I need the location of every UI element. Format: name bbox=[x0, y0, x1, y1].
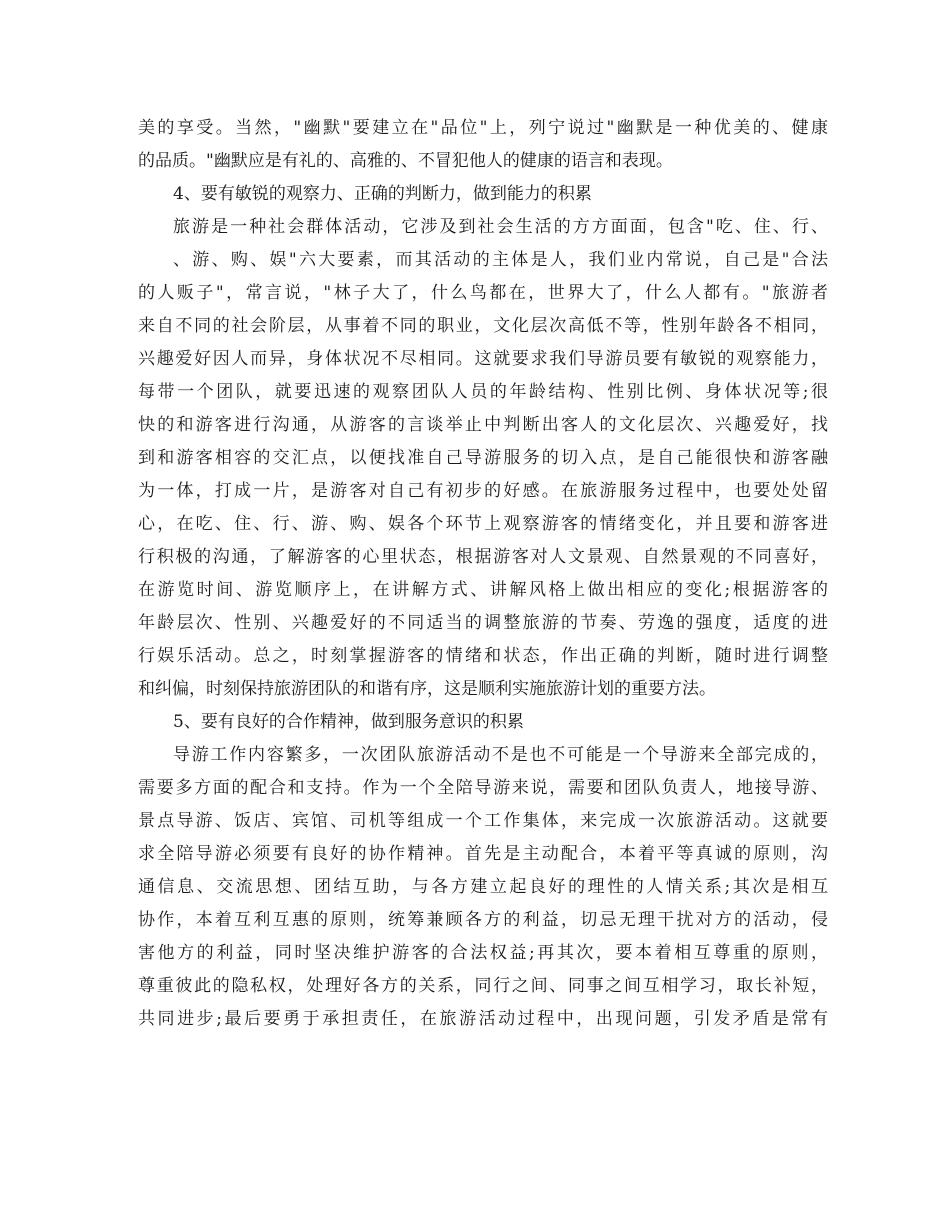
text-line: 5、要有良好的合作精神，做到服务意识的积累 bbox=[173, 712, 524, 732]
text-line: 到和游客相容的交汇点，以便找准自己导游服务的切入点，是自己能很快和游客融 bbox=[138, 448, 828, 468]
text-line: 为一体，打成一片，是游客对自己有初步的好感。在旅游服务过程中，也要处处留 bbox=[138, 481, 828, 501]
text-line: 在游览时间、游览顺序上，在讲解方式、讲解风格上做出相应的变化;根据游客的 bbox=[138, 580, 828, 600]
text-line: 求全陪导游必须要有良好的协作精神。首先是主动配合，本着平等真诚的原则，沟 bbox=[138, 844, 828, 864]
text-line: 行积极的沟通，了解游客的心里状态，根据游客对人文景观、自然景观的不同喜好， bbox=[138, 547, 828, 567]
text-line: 的人贩子"，常言说，"林子大了，什么鸟都在，世界大了，什么人都有。"旅游者 bbox=[138, 283, 828, 303]
text-line: 导游工作内容繁多，一次团队旅游活动不是也不可能是一个导游来全部完成的， bbox=[173, 745, 828, 765]
text-line: 美的享受。当然，"幽默"要建立在"品位"上，列宁说过"幽默是一种优美的、健康 bbox=[138, 118, 828, 138]
text-line: 来自不同的社会阶层，从事着不同的职业，文化层次高低不等，性别年龄各不相同， bbox=[138, 316, 828, 336]
text-line: 需要多方面的配合和支持。作为一个全陪导游来说，需要和团队负责人，地接导游、 bbox=[138, 778, 828, 798]
text-line: 尊重彼此的隐私权，处理好各方的关系，同行之间、同事之间互相学习，取长补短， bbox=[138, 976, 828, 996]
text-line: 害他方的利益，同时坚决维护游客的合法权益;再其次，要本着相互尊重的原则， bbox=[138, 943, 828, 963]
text-line: 旅游是一种社会群体活动，它涉及到社会生活的方方面面，包含"吃、住、行、 bbox=[173, 217, 828, 237]
text-line: 每带一个团队，就要迅速的观察团队人员的年龄结构、性别比例、身体状况等;很 bbox=[138, 382, 828, 402]
text-line: 通信息、交流思想、团结互助，与各方建立起良好的理性的人情关系;其次是相互 bbox=[138, 877, 828, 897]
text-line: 和纠偏，时刻保持旅游团队的和谐有序，这是顺利实施旅游计划的重要方法。 bbox=[138, 679, 716, 699]
text-line: 协作，本着互利互惠的原则，统筹兼顾各方的利益，切忌无理干扰对方的活动，侵 bbox=[138, 910, 828, 930]
text-line: 兴趣爱好因人而异，身体状况不尽相同。这就要求我们导游员要有敏锐的观察能力， bbox=[138, 349, 828, 369]
text-line: 景点导游、饭店、宾馆、司机等组成一个工作集体，来完成一次旅游活动。这就要 bbox=[138, 811, 828, 831]
body-text bbox=[138, 112, 828, 1036]
text-line: 4、要有敏锐的观察力、正确的判断力，做到能力的积累 bbox=[173, 184, 592, 204]
text-line: 年龄层次、性别、兴趣爱好的不同适当的调整旅游的节奏、劳逸的强度，适度的进 bbox=[138, 613, 828, 633]
text-line: 、游、购、娱"六大要素，而其活动的主体是人，我们业内常说，自己是"合法 bbox=[173, 250, 828, 270]
text-line: 行娱乐活动。总之，时刻掌握游客的情绪和状态，作出正确的判断，随时进行调整 bbox=[138, 646, 828, 666]
text-line: 的品质。"幽默应是有礼的、高雅的、不冒犯他人的健康的语言和表现。 bbox=[138, 151, 673, 171]
text-line: 心，在吃、住、行、游、购、娱各个环节上观察游客的情绪变化，并且要和游客进 bbox=[138, 514, 828, 534]
text-line: 快的和游客进行沟通，从游客的言谈举止中判断出客人的文化层次、兴趣爱好，找 bbox=[138, 415, 828, 435]
text-line: 共同进步;最后要勇于承担责任，在旅游活动过程中，出现问题，引发矛盾是常有 bbox=[138, 1009, 828, 1029]
